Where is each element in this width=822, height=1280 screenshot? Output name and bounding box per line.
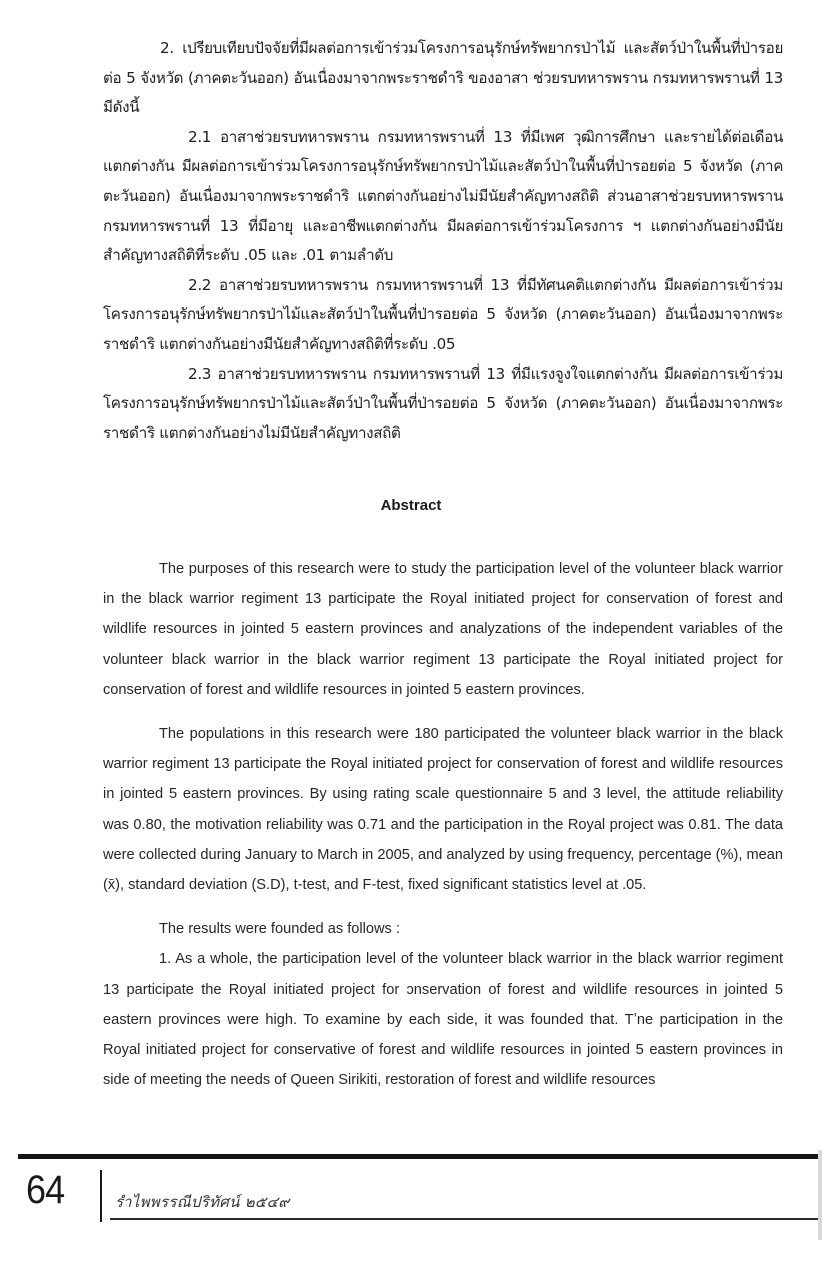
abstract-paragraph-result-1: 1. As a whole, the participation level of the volunteer black warrior in the black warrior regiment 13 participate the Royal initiated project for ɔnservation of forest and wildlife resources in jointed 5 eastern provinces were high. To examine by each side, it was founded that. Tʼne participation in the Royal initiated project for conservative of forest and wildlife resources in jointed 5 eastern provinces in side of meeting the needs of Queen Sirikiti, restoration of forest and wildlife resources: [103, 951, 783, 1089]
abstract-body: [103, 554, 783, 1095]
abstract-paragraph-results-intro: The results were founded as follows :: [159, 921, 400, 938]
thai-item-2: 2. เปรียบเทียบปัจจัยที่มีผลต่อการเข้าร่วมโครงการอนุรักษ์ทรัพยากรป่าไม้ และสัตว์ป่าในพื้นที่ป่ารอยต่อ 5 จังหวัด (ภาคตะวันออก) อันเนื่องมาจากพระราชดำริ ของอาสา ช่วยรบทหารพราน กรมทหารพรานที่ 13 มีดังนี้: [103, 39, 783, 117]
journal-title: รำไพพรรณีปริทัศน์ ๒๕๔๙: [115, 1193, 290, 1211]
footer-divider-thin: [110, 1218, 822, 1220]
page-number: 64: [26, 1168, 65, 1212]
abstract-paragraph-population: The populations in this research were 180 participated the volunteer black warrior in the black warrior regiment 13 participate the Royal initiated project for conservation of forest and wildlife resources in jointed 5 eastern provinces. By using rating scale questionnaire 5 and 3 level, the attitude reliability was 0.80, the motivation reliability was 0.71 and the participation in the Royal project was 0.81. The data were collected during January to March in 2005, and analyzed by using frequency, percentage (%), mean (x̄), standard deviation (S.D), t-test, and F-test, fixed significant statistics level at .05.: [103, 726, 783, 894]
thai-item-2-1: 2.1 อาสาช่วยรบทหารพราน กรมทหารพรานที่ 13 ที่มีเพศ วุฒิการศึกษา และรายได้ต่อเดือนแตกต่างกัน มีผลต่อการเข้าร่วมโครงการอนุรักษ์ทรัพยากรป่าไม้และสัตว์ป่าในพื้นที่ป่ารอยต่อ 5 จังหวัด (ภาคตะวันออก) อันเนื่องมาจากพระราชดำริ แตกต่างกันอย่างไม่มีนัยสำคัญทางสถิติ ส่วนอาสาช่วยรบทหารพราน กรมทหารพรานที่ 13 ที่มีอายุ และอาชีพแตกต่างกัน มีผลต่อการเข้าร่วมโครงการ ฯ แตกต่างกันอย่างมีนัยสำคัญทางสถิติที่ระดับ .05 และ .01 ตามลำดับ: [103, 127, 783, 265]
abstract-heading: Abstract: [380, 497, 442, 514]
abstract-paragraph-purpose: The purposes of this research were to study the participation level of the volunteer black warrior in the black warrior regiment 13 participate the Royal initiated project for conservation of forest and wildlife resources in jointed 5 eastern provinces and analyzations of the independent variables of the volunteer black warrior in the black warrior regiment 13 participate the Royal initiated project for conservation of forest and wildlife resources in jointed 5 eastern provinces.: [103, 561, 783, 698]
scan-edge-shadow: [818, 1150, 822, 1240]
thai-item-2-2: 2.2 อาสาช่วยรบทหารพราน กรมทหารพรานที่ 13 ที่มีทัศนคติแตกต่างกัน มีผลต่อการเข้าร่วมโครงการอนุรักษ์ทรัพยากรป่าไม้และสัตว์ป่าในพื้นที่ป่ารอยต่อ 5 จังหวัด (ภาคตะวันออก) อันเนื่องมาจากพระราชดำริ แตกต่างกันอย่างมีนัยสำคัญทางสถิติที่ระดับ .05: [103, 275, 783, 353]
footer-vertical-divider: [100, 1170, 102, 1222]
footer-divider-thick: [18, 1154, 822, 1159]
thai-results-section: [103, 34, 783, 448]
thai-item-2-3: 2.3 อาสาช่วยรบทหารพราน กรมทหารพรานที่ 13 ที่มีแรงจูงใจแตกต่างกัน มีผลต่อการเข้าร่วมโครงการอนุรักษ์ทรัพยากรป่าไม้และสัตว์ป่าในพื้นที่ป่ารอยต่อ 5 จังหวัด (ภาคตะวันออก) อันเนื่องมาจากพระราชดำริ แตกต่างกันอย่างไม่มีนัยสำคัญทางสถิติ: [103, 364, 783, 442]
